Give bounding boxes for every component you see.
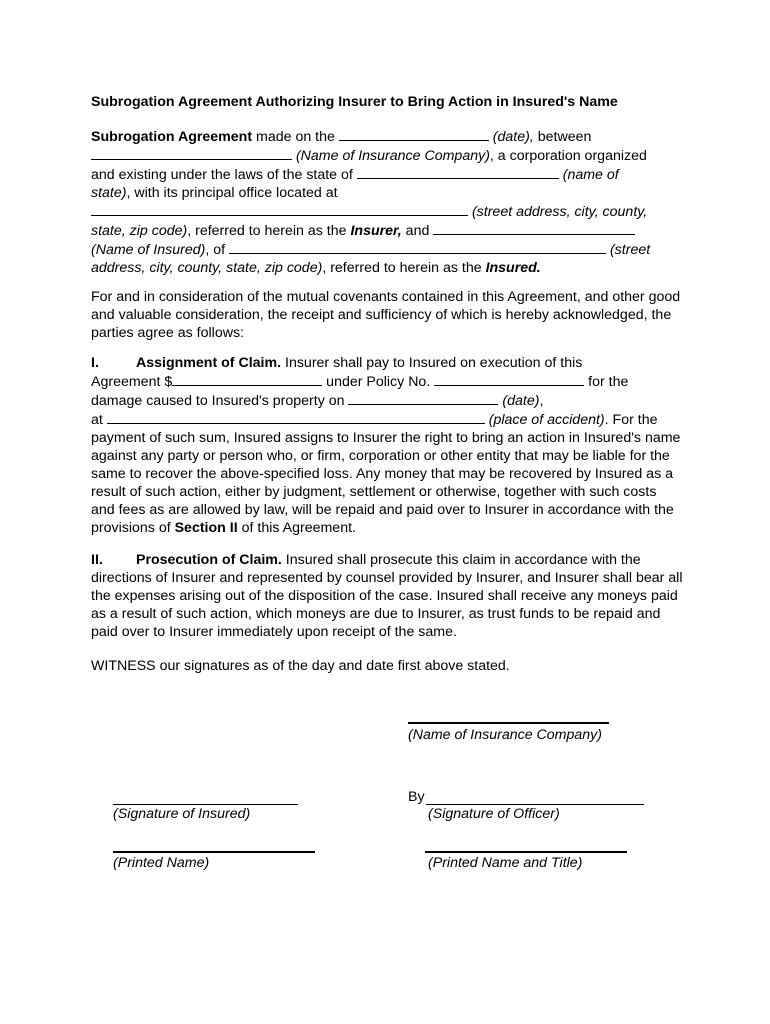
section-ref: Section II [174,520,238,536]
witness-text: WITNESS our signatures as of the day and date first above stated. [91,658,510,674]
intro-text: , referred to herein as the [322,260,486,276]
insured-term: Insured. [485,260,541,276]
by-label: By [408,789,425,805]
intro-text: , a corporation organized [489,148,647,164]
section-2-text: Insured shall prosecute this claim in accordance with the directions of Insurer and represented by counsel provided by Insurer, and Insurer shall bear all the expenses arising out of the disposition of the case. Insured shall receive any moneys paid as a result of such action, which moneys are due to Insurer, as trust funds to be repaid and paid over to Insurer immediately upon receipt of the same. [91,552,683,640]
officer-signature-line[interactable] [426,804,644,805]
section-1-text: under Policy No. [322,374,435,390]
section-1 [91,354,683,537]
section-2-number: II. [91,552,103,568]
intro-text: made on the [252,129,339,145]
intro-text: and [401,223,434,239]
section-1-text: damage caused to Insured's property on [91,393,349,409]
insured-name-blank[interactable] [433,221,635,235]
section-1-text: Agreement $ [91,374,173,390]
document-title: Subrogation Agreement Authorizing Insurer to Bring Action in Insured's Name [91,94,618,110]
insured-address-blank[interactable] [229,240,606,254]
date-hint: (date), [492,129,534,145]
state-hint: state) [91,185,127,201]
intro-text: , with its principal office located at [126,185,338,201]
printed-name-title-label: (Printed Name and Title) [428,855,583,871]
street-hint: (street [606,242,651,258]
section-2-heading: Prosecution of Claim. [136,552,282,568]
section-1-text: , [539,393,544,409]
witness-paragraph [91,657,683,675]
printed-name-label: (Printed Name) [113,855,210,871]
address-blank[interactable] [91,202,468,216]
date-hint: (date) [498,393,540,409]
section-1-text: at [91,412,107,428]
intro-text: and existing under the laws of the state of [91,167,357,183]
section-1-number: I. [91,355,99,371]
section-1-text: Insurer shall pay to Insured on execution of this [281,355,583,371]
company-blank[interactable] [91,146,292,160]
company-hint: (Name of Insurance Company) [292,148,490,164]
section-1-text: . For the payment of such sum, Insured assigns to Insurer the right to bring an action in Insured's name against any party or person who, or firm, corporation or other entity that may be liable for the same to recover the above-specified loss. Any money that may be recovered by Insured as a result of such action, either by judgment, settlement or otherwise, together with such costs and fees as are allowed by law, will be repaid and paid over to Insurer in accordance with the provisions of [91,412,681,536]
amount-blank[interactable] [172,372,322,386]
company-name-label: (Name of Insurance Company) [408,727,602,743]
consideration-paragraph [91,288,683,342]
insured-signature-line[interactable] [113,804,298,805]
printed-name-title-line[interactable] [425,851,627,853]
intro-paragraph [91,127,683,277]
section-1-text: for the [584,374,629,390]
address-hint: (street address, city, county, [468,204,648,220]
address-hint: state, zip code) [91,223,188,239]
section-1-text: of this Agreement. [237,520,356,536]
section-1-heading: Assignment of Claim. [136,355,282,371]
place-hint: (place of accident) [484,412,605,428]
insured-signature-label: (Signature of Insured) [113,806,251,822]
consideration-text: For and in consideration of the mutual covenants contained in this Agreement, and other good and valuable consideration, the receipt and sufficiency of which is hereby acknowledged, the parties agree as follows: [91,289,681,341]
printed-name-line[interactable] [113,851,315,853]
state-hint: (name of [558,167,619,183]
insurer-term: Insurer, [350,223,402,239]
intro-text: , of [205,242,230,258]
place-blank[interactable] [107,410,485,424]
date-blank[interactable] [339,127,489,141]
intro-text: between [533,129,592,145]
policy-blank[interactable] [434,372,584,386]
damage-date-blank[interactable] [348,391,498,405]
intro-text: , referred to herein as the [187,223,351,239]
insured-hint: (Name of Insured) [91,242,206,258]
state-blank[interactable] [357,165,559,179]
section-2 [91,551,683,641]
street-hint: address, city, county, state, zip code) [91,260,323,276]
company-signature-line[interactable] [408,722,609,724]
officer-signature-label: (Signature of Officer) [428,806,560,822]
agreement-lead: Subrogation Agreement [91,129,253,145]
